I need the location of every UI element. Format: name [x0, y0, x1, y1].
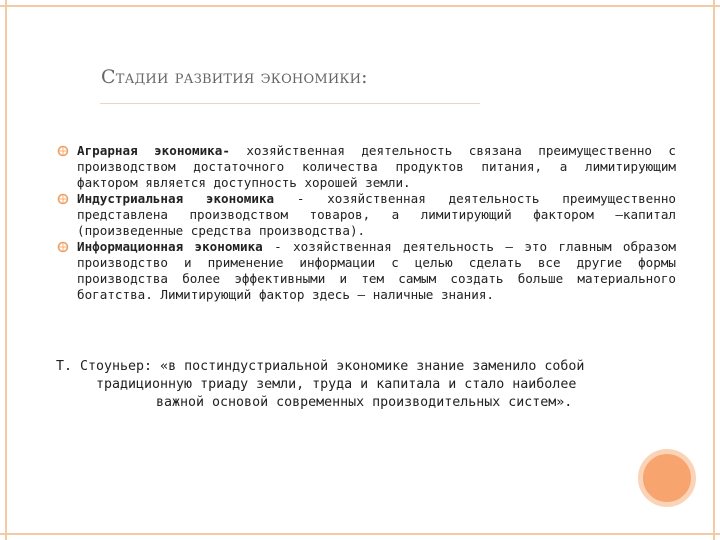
leaf-bullet-icon: [56, 144, 70, 158]
bullet-item-industrial: [56, 191, 676, 239]
leaf-bullet-icon: [56, 240, 70, 254]
quote-line-2: традиционную триаду земли, труда и капитала и стало наиболее: [96, 377, 577, 392]
frame-bottom-line: [0, 533, 720, 535]
quote-line-3: важной основой современных производительных систем».: [156, 395, 573, 410]
bullet-text: - хозяйственная деятельность – это главным образом производство и применение информации с целью сделать все другие формы производства более эффективными и тем самым создать больше материального богатства. Лимитирующий фактор здесь – наличные знания.: [77, 239, 676, 302]
quote-line-1: Т. Стоуньер: «в постиндустриальной экономике знание заменило собой: [56, 359, 585, 374]
bullet-item-information: [56, 239, 676, 303]
slide-title: Стадии развития экономики:: [101, 66, 368, 88]
orange-circle-decoration: [638, 449, 696, 507]
frame-top-line: [0, 5, 720, 7]
title-divider: [100, 103, 480, 104]
leaf-bullet-icon: [56, 192, 70, 206]
frame-right-line: [713, 0, 715, 540]
quote-block: [56, 358, 676, 412]
bullet-term: Информационная экономика: [77, 239, 263, 254]
bullet-text: - хозяйственная деятельность преимущественно представлена производством товаров, а лимитирующий фактором –капитал (произведенные средства производства).: [77, 191, 676, 238]
bullet-item-agrarian: [56, 143, 676, 191]
bullet-list: [56, 143, 676, 303]
bullet-text: хозяйственная деятельность связана преимущественно с производством достаточного количества продуктов питания, а лимитирующим фактором является доступность хорошей земли.: [77, 143, 676, 190]
bullet-term: Индустриальная экономика: [77, 191, 275, 206]
frame-left-line: [5, 0, 7, 540]
bullet-term: Аграрная экономика-: [77, 143, 230, 158]
